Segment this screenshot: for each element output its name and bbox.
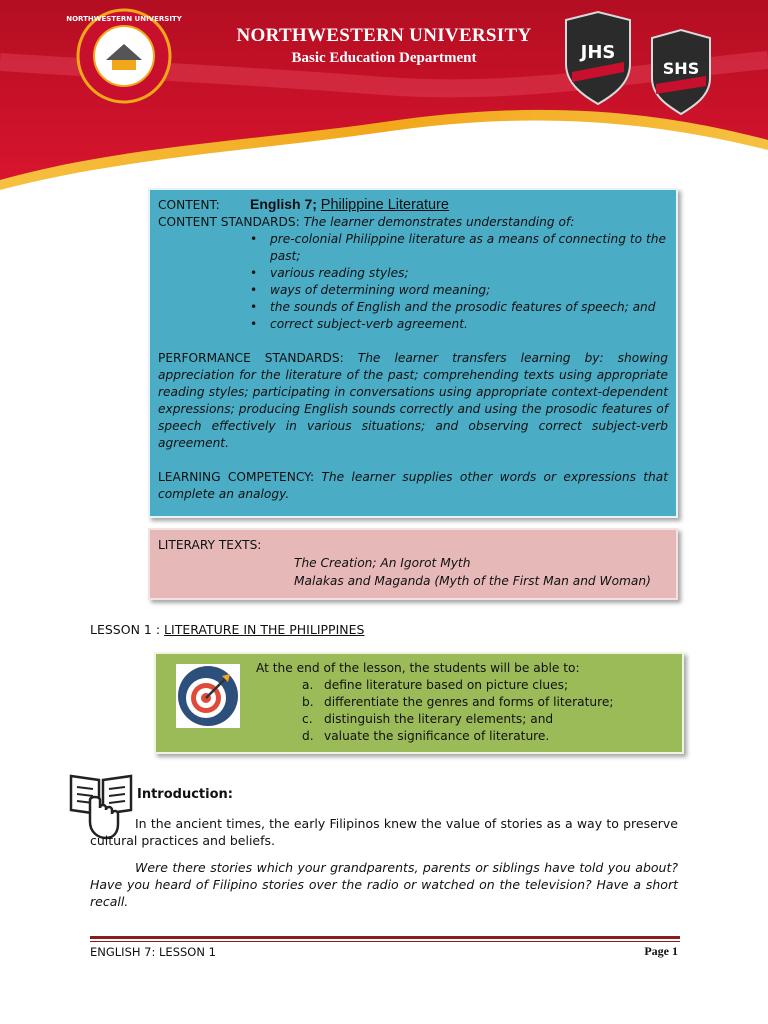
learning-competency [158, 469, 668, 503]
list-text: define literature based on picture clues; [324, 678, 569, 692]
footer-course: ENGLISH 7: LESSON 1 [90, 945, 216, 959]
university-seal-icon [66, 8, 182, 104]
introduction-paragraph-2: Were there stories which your grandparents, parents or siblings have told you about? Have you heard of Filipino stories over the radio or watched on the television? Have a short recall. [90, 860, 678, 909]
list-letter: a. [302, 678, 314, 692]
list-item: • various reading styles; [270, 265, 668, 282]
performance-text: The learner transfers learning by: showing appreciation for the literature of the past; comprehending texts using appropriate reading styles; participating in conversations using appropriate context-dependent expressions; producing English sounds correctly and using the prosodic features of speech effectively in various situations; and observing correct subject-verb agreement. [158, 351, 669, 450]
competency-text: The learner supplies other words or expressions that complete an analogy. [158, 470, 669, 501]
list-letter: d. [302, 729, 314, 743]
footer-divider-thin [90, 941, 680, 942]
target-icon [176, 664, 240, 728]
lesson-heading [90, 622, 364, 637]
list-item [302, 728, 676, 745]
list-item [302, 694, 676, 711]
department-name: Basic Education Department [291, 50, 477, 66]
lesson-separator: : [155, 622, 161, 637]
list-text: distinguish the literary elements; and [324, 712, 554, 726]
jhs-badge-icon [562, 12, 634, 104]
objectives-list [256, 677, 676, 745]
objectives-intro: At the end of the lesson, the students will be able to: [256, 661, 580, 675]
literary-texts-label: LITERARY TEXTS: [158, 538, 262, 552]
list-item: • pre-colonial Philippine literature as a means of connecting to the past; [270, 231, 668, 265]
performance-standards [158, 350, 668, 452]
jhs-label: JHS [580, 42, 616, 63]
objectives-text [256, 660, 676, 745]
lesson-title: LITERATURE IN THE PHILIPPINES [164, 622, 365, 637]
literary-text-item: Malakas and Maganda (Myth of the First Man and Woman) [294, 574, 651, 588]
standards-label: CONTENT STANDARDS: [158, 215, 300, 229]
content-row [158, 196, 668, 214]
seal-text: NORTHWESTERN UNIVERSITY [66, 15, 182, 23]
standards-bullet-list [270, 231, 668, 333]
footer-page-number: Page 1 [644, 944, 678, 958]
performance-label: PERFORMANCE STANDARDS: [158, 351, 344, 365]
literary-texts-box [148, 528, 678, 600]
list-item: • ways of determining word meaning; [270, 282, 668, 299]
list-item: • the sounds of English and the prosodic features of speech; and [270, 299, 668, 316]
content-english: English 7; [250, 196, 317, 212]
standards-row [158, 214, 668, 231]
content-literature: Philippine Literature [320, 197, 449, 213]
list-letter: b. [302, 695, 314, 709]
shs-label: SHS [662, 59, 700, 78]
footer-divider [90, 936, 680, 939]
university-name: NORTHWESTERN UNIVERSITY [236, 25, 532, 46]
lesson-label: LESSON 1 [90, 622, 152, 637]
list-item [302, 677, 676, 694]
competency-label: LEARNING COMPETENCY: [158, 470, 315, 484]
standards-intro: The learner demonstrates understanding of: [303, 215, 575, 229]
shs-badge-icon [648, 30, 714, 114]
list-letter: c. [302, 712, 313, 726]
list-text: valuate the significance of literature. [324, 729, 550, 743]
content-label: CONTENT: [158, 198, 220, 212]
content-standards-box [148, 188, 678, 518]
introduction-paragraph-1: In the ancient times, the early Filipinos knew the value of stories as a way to preserve cultural practices and beliefs. [90, 816, 678, 848]
list-item [302, 711, 676, 728]
list-text: differentiate the genres and forms of literature; [324, 695, 614, 709]
introduction-heading: Introduction: [137, 787, 233, 802]
literary-text-item: The Creation; An Igorot Myth [294, 556, 471, 570]
objectives-box [154, 652, 684, 754]
list-item: • correct subject-verb agreement. [270, 316, 668, 333]
